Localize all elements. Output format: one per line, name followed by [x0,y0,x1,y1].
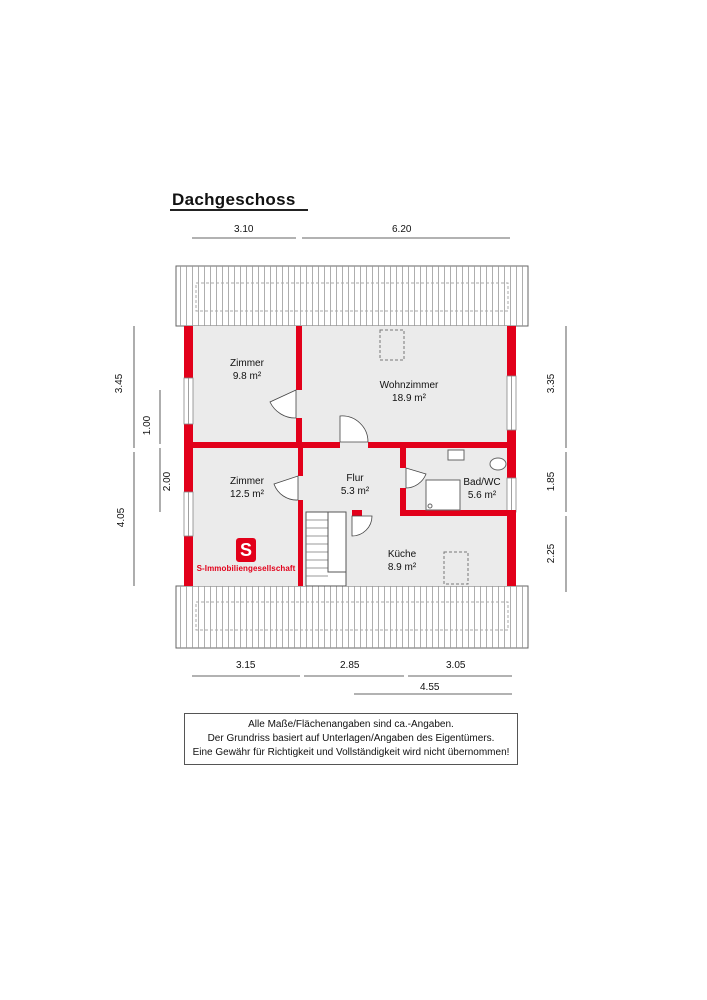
room-area: 18.9 m² [392,393,426,404]
company-logo [196,538,296,573]
room-bad-wc [456,476,508,502]
room-name: Flur [346,473,364,484]
dim-top-1: 3.10 [234,224,254,235]
room-kueche [376,548,428,574]
dim-bottom-2: 2.85 [340,660,360,671]
room-name: Küche [387,549,417,560]
dim-left-1: 3.45 [114,373,126,394]
dim-bottom-3: 3.05 [446,660,466,671]
room-area: 12.5 m² [230,489,264,500]
room-name: Wohnzimmer [379,380,439,391]
room-name: Zimmer [230,476,264,487]
sparkasse-s-icon: S [236,538,256,562]
dim-left-4: 4.05 [116,507,128,528]
room-flur [330,472,380,498]
dim-top-2: 6.20 [392,224,412,235]
wall-bath-bottom [400,510,516,516]
room-name: Bad/WC [463,477,501,488]
dim-right-2: 1.85 [546,471,558,492]
dim-bottom-4: 4.55 [420,682,440,693]
room-area: 5.3 m² [340,486,370,497]
room-name: Zimmer [230,358,264,369]
wall-right [507,326,516,586]
disclaimer-line: Alle Maße/Flächenangaben sind ca.-Angaben. [248,719,454,730]
disclaimer-box [184,713,518,765]
wall-bath-left [400,448,406,468]
wall-h-mid [192,442,340,448]
floor-title: Dachgeschoss [172,190,296,209]
dim-left-3: 2.00 [162,471,174,492]
wall-v1 [296,326,302,390]
dim-bottom-1: 3.15 [236,660,256,671]
room-area: 9.8 m² [232,371,262,382]
wall-left [184,326,193,586]
disclaimer-line: Der Grundriss basiert auf Unterlagen/Angaben des Eigentümers. [207,733,495,744]
room-zimmer-2 [220,475,274,501]
room-zimmer-1 [220,357,274,383]
dim-right-1: 3.35 [546,373,558,394]
disclaimer-line: Eine Gewähr für Richtigkeit und Vollständigkeit wird nicht übernommen! [192,747,510,758]
dim-right-3: 2.25 [546,543,558,564]
room-area: 5.6 m² [467,490,497,501]
room-area: 8.9 m² [387,562,417,573]
wall-v2 [298,448,303,476]
room-wohnzimmer [372,379,446,405]
dim-left-2: 1.00 [142,415,154,436]
logo-text: S-Immobiliengesellschaft [196,564,296,573]
